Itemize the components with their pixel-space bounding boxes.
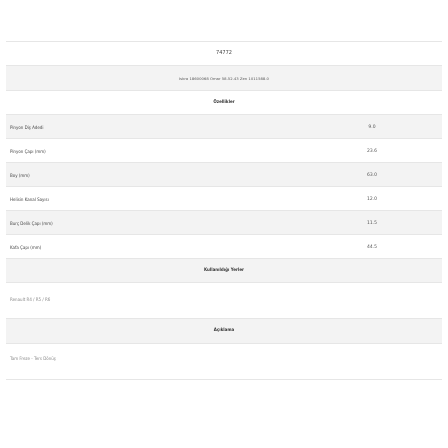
usage-item: Renault R4 / R5 / R6 <box>10 297 51 302</box>
feature-row <box>6 235 442 259</box>
feature-value: 23.6 <box>366 149 378 154</box>
feature-value: 63.0 <box>366 173 378 178</box>
feature-row <box>6 211 442 235</box>
feature-label: Kafa Çapı (mm) <box>10 245 42 250</box>
product-codes: Iskra 18600068 Omar 58.52.43 Zen 1011588.0 <box>179 76 269 81</box>
codes-row <box>6 66 442 91</box>
feature-label: Burç Delik Çapı (mm) <box>10 221 53 226</box>
description-header-row <box>6 319 442 344</box>
usage-header-row <box>6 259 442 283</box>
feature-label: Helisin Kanal Sayısı <box>10 197 49 202</box>
features-header: Özellikler <box>213 99 235 104</box>
feature-value: 11.5 <box>366 221 378 226</box>
feature-row <box>6 163 442 187</box>
feature-value: 44.5 <box>366 245 378 250</box>
feature-label: Pinyon Çapı (mm) <box>10 149 46 154</box>
feature-value: 9.0 <box>368 125 376 130</box>
model-row <box>6 42 442 66</box>
feature-label: Boy (mm) <box>10 173 30 178</box>
feature-row <box>6 139 442 163</box>
usage-header: Kullanıldığı Yerler <box>203 267 245 272</box>
spec-table <box>6 41 442 380</box>
product-model: 74772 <box>216 50 232 56</box>
feature-value: 12.0 <box>366 197 378 202</box>
description-row <box>6 344 442 380</box>
description-text: Tam Frezе - Ters Dönüş <box>10 356 56 361</box>
usage-row <box>6 283 442 319</box>
description-header: Açıklama <box>213 327 235 332</box>
feature-row <box>6 115 442 139</box>
feature-label: Pinyon Diş Adedi <box>10 125 44 130</box>
features-header-row <box>6 91 442 115</box>
feature-row <box>6 187 442 211</box>
